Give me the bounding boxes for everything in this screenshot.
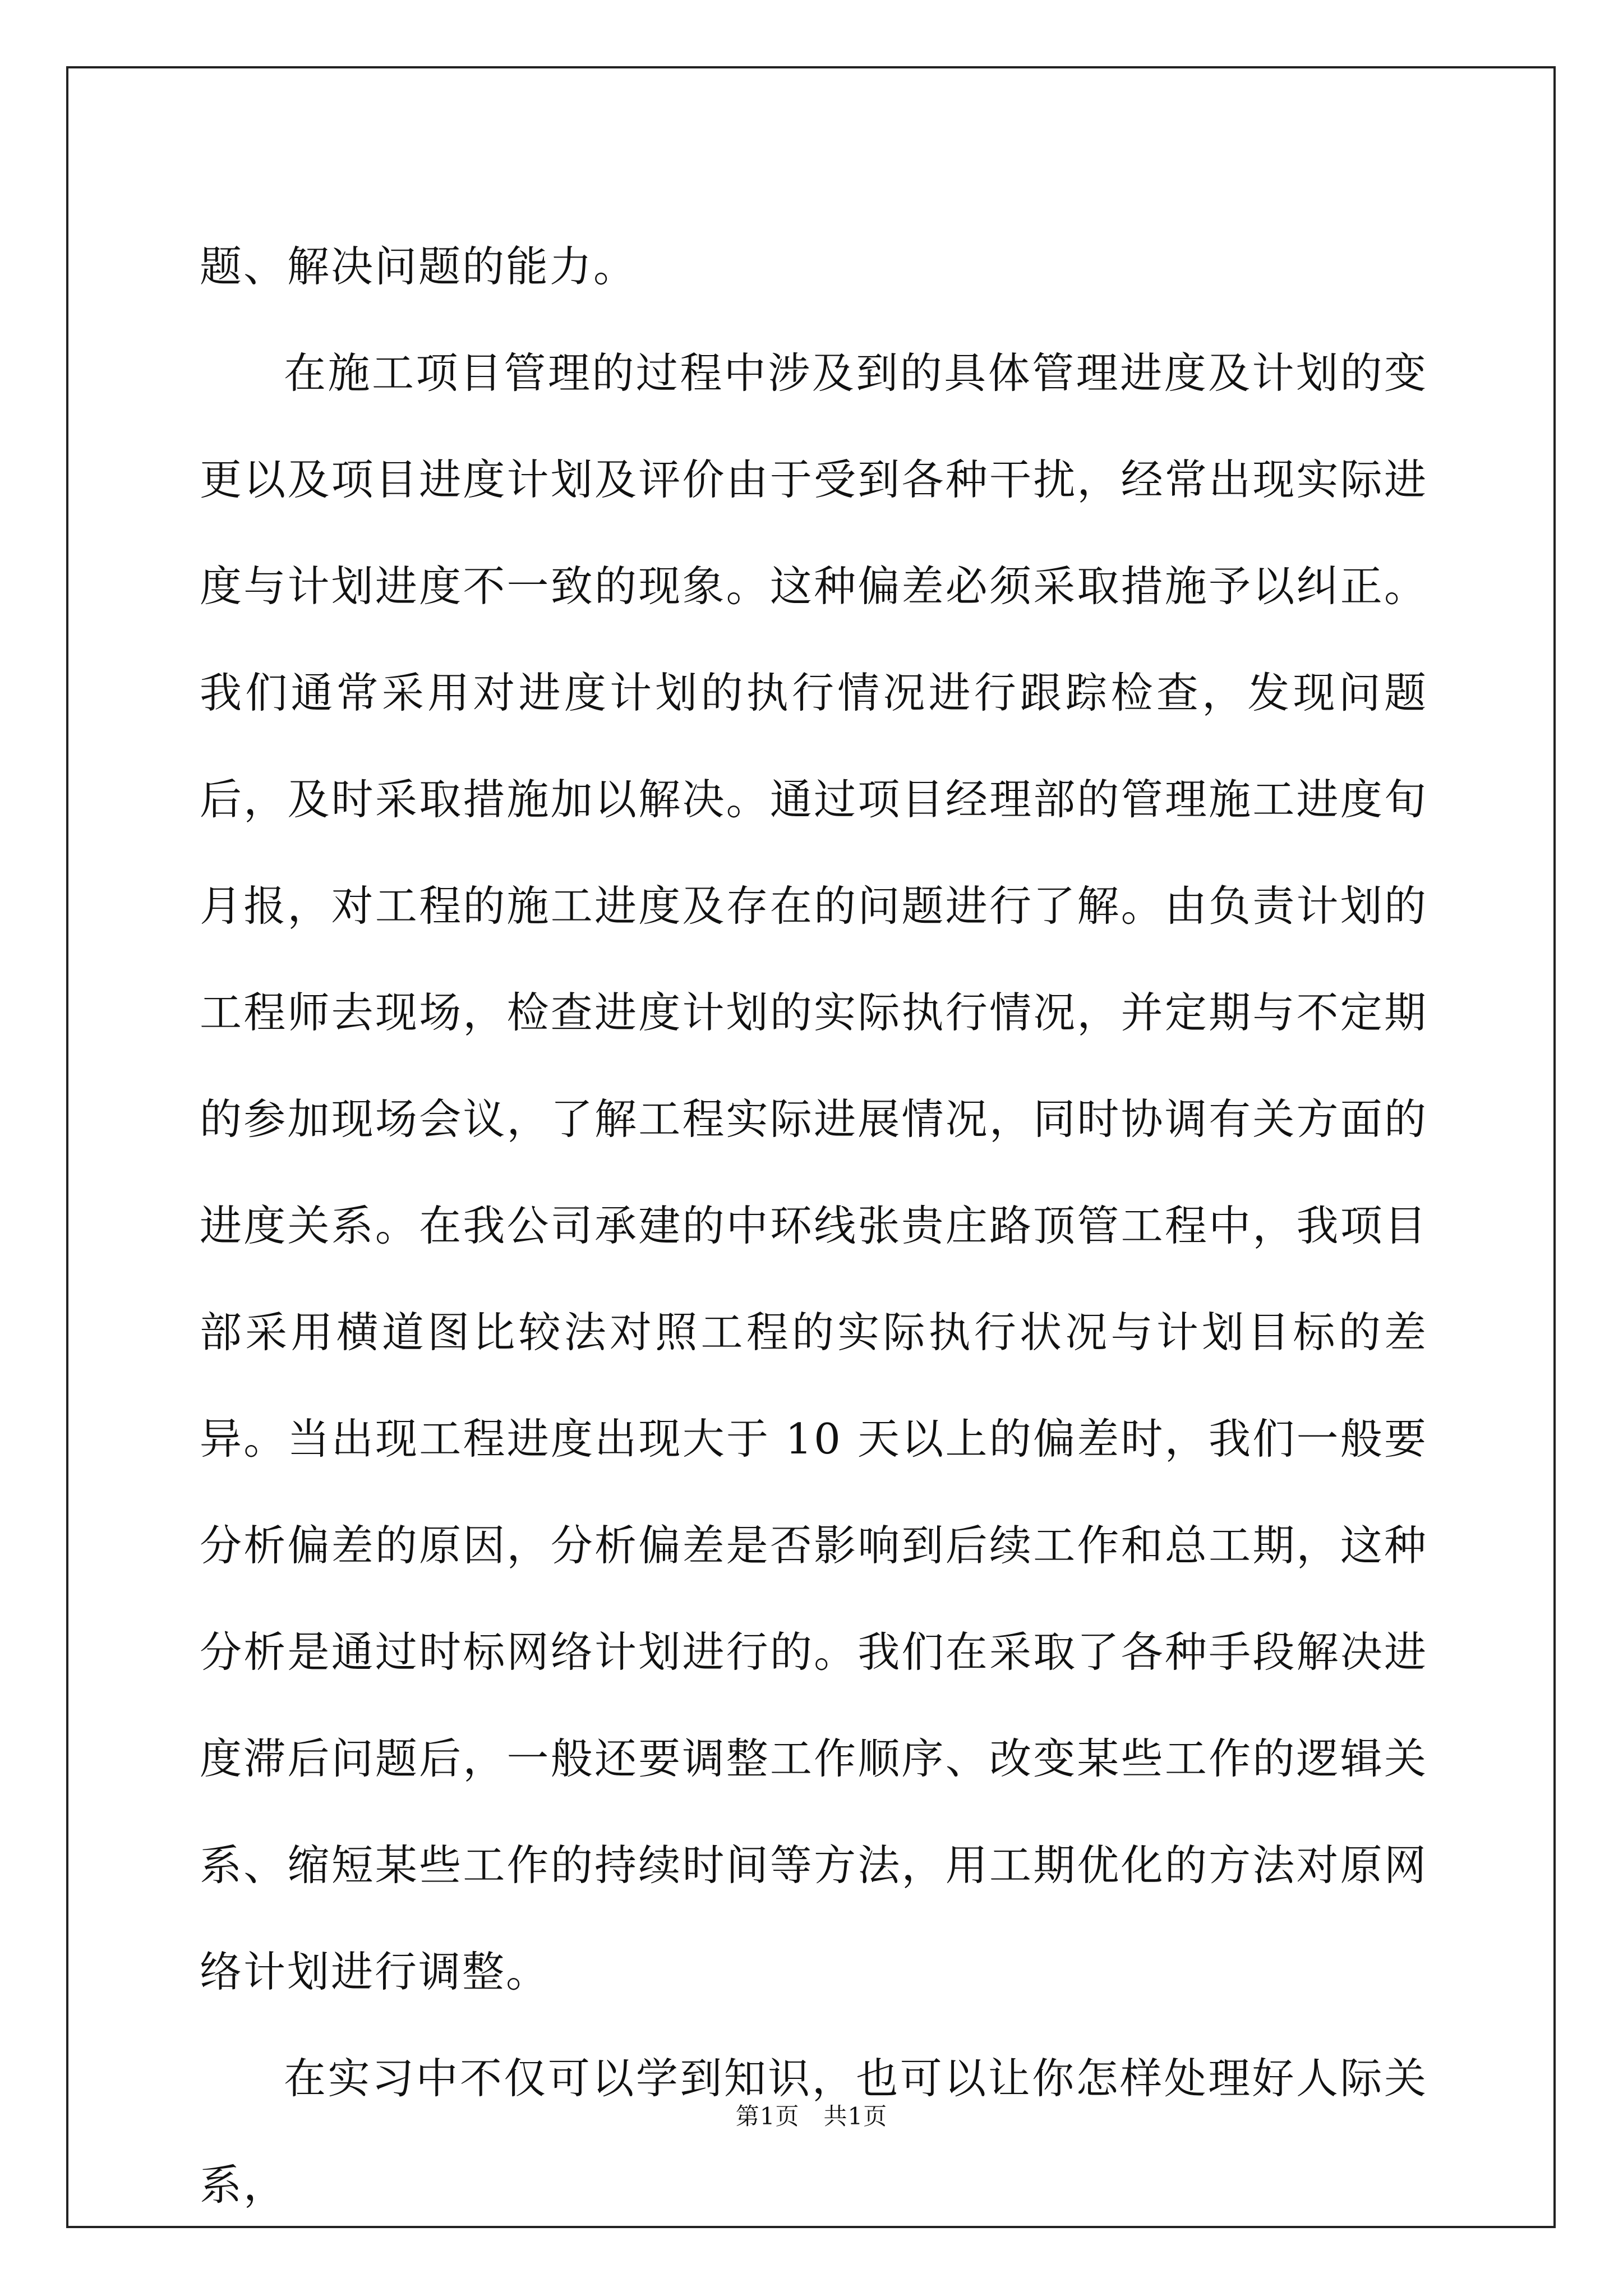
page-footer: 第1页 共1页 [735,2102,888,2130]
paragraph-1: 题、解决问题的能力。 [200,242,638,291]
paragraph-2: 在施工项目管理的过程中涉及到的具体管理进度及计划的变更以及项目进度计划及评价由于受到各种干扰，经常出现实际进度与计划进度不一致的现象。这种偏差必须采取措施予以纠正。我们通常采用对进度计划的执行情况进行跟踪检查，发现问题后，及时采取措施加以解决。通过项目经理部的管理施工进度旬月报，对工程的施工进度及存在的问题进行了解。由负责计划的工程师去现场，检查进度计划的实际执行情况，并定期与不定期的参加现场会议，了解工程实际进展情况，同时协调有关方面的进度关系。在我公司承建的中环线张贵庄路顶管工程中，我项目部采用横道图比较法对照工程的实际执行状况与计划目标的差异。当出现工程进度出现大于 10 天以上的偏差时，我们一般要分析偏差的原因，分析偏差是否影响到后续工作和总工期，这种分析是通过时标网络计划进行的。我们在采取了各种手段解决进度滞后问题后，一般还要调整工作顺序、改变某些工作的逻辑关系、缩短某些工作的持续时间等方法，用工期优化的方法对原网络计划进行调整。 [200,348,1428,1996]
paragraph-3: 在实习中不仅可以学到知识，也可以让你怎样处理好人际关系， [200,2054,1428,2210]
document-body [200,213,1428,2238]
